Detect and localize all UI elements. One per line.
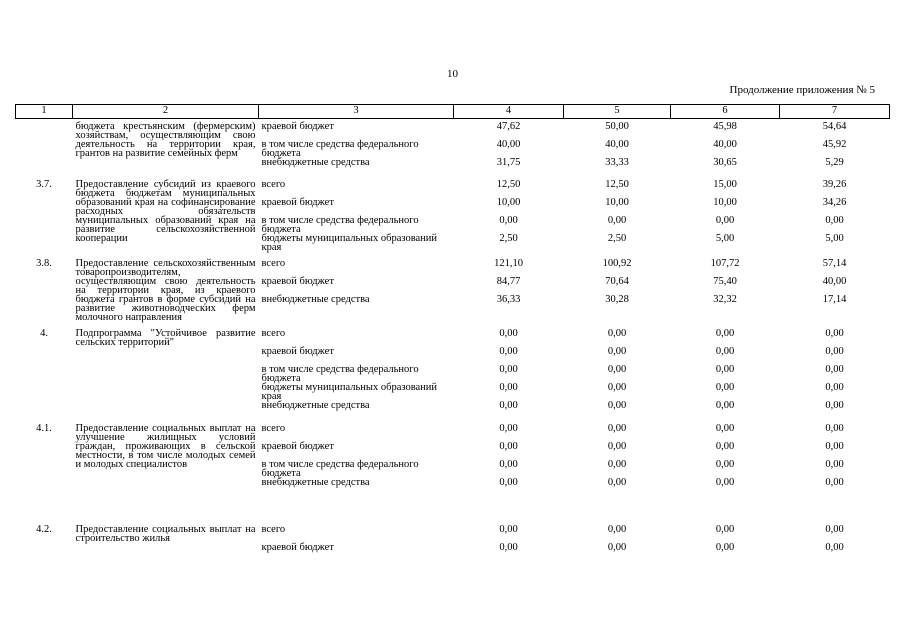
amount-value: 0,00 [825, 346, 844, 357]
value-cell [454, 421, 564, 522]
row-number: 3.8. [36, 258, 52, 269]
column-header: 7 [780, 105, 890, 119]
value-cell [671, 421, 780, 522]
amount-value: 0,00 [499, 328, 518, 339]
amount-value: 0,00 [825, 524, 844, 535]
amount-value: 50,00 [605, 121, 629, 132]
funding-source: в том числе средства федерального бюджета [261, 364, 419, 384]
amount-value: 107,72 [710, 258, 740, 269]
funding-source: внебюджетные средства [261, 294, 370, 305]
amount-value: 39,26 [822, 179, 847, 190]
table-row [16, 421, 890, 522]
value-cell [671, 326, 780, 421]
amount-value: 5,00 [825, 233, 844, 244]
amount-value: 10,00 [496, 197, 521, 208]
measure-name: Предоставление социальных выплат на улучшение жилищных условий граждан, проживающих в сельской местности, в том числе молодых семей и молодых специалистов [75, 423, 256, 470]
value-cell [780, 177, 890, 256]
amount-value: 0,00 [499, 346, 518, 357]
table-row [16, 256, 890, 326]
appendix-table [15, 104, 890, 563]
funding-source: в том числе средства федерального бюджета [261, 139, 419, 159]
amount-value: 0,00 [607, 524, 627, 535]
amount-value: 34,26 [822, 197, 847, 208]
amount-value: 45,92 [822, 139, 847, 150]
funding-source: краевой бюджет [261, 441, 334, 452]
amount-value: 33,33 [605, 157, 629, 168]
amount-value: 31,75 [496, 157, 521, 168]
funding-source: краевой бюджет [261, 276, 334, 287]
value-cell [454, 177, 564, 256]
amount-value: 47,62 [496, 121, 521, 132]
row-number: 3.7. [36, 179, 52, 190]
amount-value: 0,00 [499, 459, 518, 470]
amount-value: 0,00 [499, 400, 518, 411]
amount-value: 100,92 [602, 258, 632, 269]
funding-source: краевой бюджет [261, 346, 334, 357]
amount-value: 0,00 [499, 423, 518, 434]
measure-name: бюджета крестьянским (фермерским) хозяйствам, осуществляющим свою деятельность на территории края, грантов на развитие семейных ферм [75, 121, 256, 159]
amount-value: 30,65 [713, 157, 737, 168]
funding-source: в том числе средства федерального бюджета [261, 215, 419, 235]
value-cell [780, 522, 890, 563]
value-cell [454, 119, 564, 178]
amount-value: 12,50 [496, 179, 521, 190]
funding-source: внебюджетные средства [261, 400, 370, 411]
funding-source: всего [261, 328, 286, 339]
column-header: 2 [73, 105, 259, 119]
amount-value: 30,28 [605, 294, 629, 305]
value-cell [671, 522, 780, 563]
amount-value: 0,00 [499, 524, 518, 535]
amount-value: 0,00 [499, 382, 518, 393]
amount-value: 0,00 [715, 400, 735, 411]
funding-source: краевой бюджет [261, 197, 334, 208]
amount-value: 32,32 [713, 294, 737, 305]
table-row [16, 326, 890, 421]
funding-source: краевой бюджет [261, 121, 334, 132]
funding-source-cell [259, 256, 454, 326]
row-number: 4.1. [36, 423, 52, 434]
funding-source: всего [261, 524, 286, 535]
amount-value: 70,64 [605, 276, 629, 287]
amount-value: 0,00 [607, 477, 627, 488]
amount-value: 0,00 [715, 459, 735, 470]
row-number: 4.2. [36, 524, 52, 535]
amount-value: 0,00 [499, 542, 518, 553]
amount-value: 0,00 [499, 364, 518, 375]
column-header: 1 [16, 105, 73, 119]
value-cell [564, 256, 671, 326]
amount-value: 10,00 [713, 197, 737, 208]
amount-value: 0,00 [607, 423, 627, 434]
column-header: 5 [564, 105, 671, 119]
measure-name: Предоставление социальных выплат на строительство жилья [75, 524, 256, 544]
amount-value: 0,00 [715, 346, 735, 357]
table-body [16, 119, 890, 564]
table-row [16, 177, 890, 256]
column-header: 6 [671, 105, 780, 119]
value-cell [564, 119, 671, 178]
amount-value: 2,50 [499, 233, 518, 244]
amount-value: 0,00 [607, 382, 627, 393]
amount-value: 0,00 [499, 441, 518, 452]
amount-value: 75,40 [713, 276, 737, 287]
amount-value: 45,98 [713, 121, 737, 132]
value-cell [671, 119, 780, 178]
amount-value: 5,29 [825, 157, 844, 168]
funding-source: всего [261, 423, 286, 434]
amount-value: 0,00 [715, 524, 735, 535]
funding-source: всего [261, 258, 286, 269]
value-cell [454, 522, 564, 563]
amount-value: 0,00 [607, 400, 627, 411]
amount-value: 0,00 [715, 477, 735, 488]
column-header: 4 [454, 105, 564, 119]
amount-value: 0,00 [607, 542, 627, 553]
funding-source: бюджеты муниципальных образований края [261, 382, 438, 402]
value-cell [780, 119, 890, 178]
amount-value: 0,00 [607, 459, 627, 470]
value-cell [454, 256, 564, 326]
amount-value: 0,00 [825, 441, 844, 452]
amount-value: 0,00 [825, 382, 844, 393]
amount-value: 0,00 [825, 328, 844, 339]
measure-name: Предоставление субсидий из краевого бюджета бюджетам муниципальных образований края на софинансирование расходных обязательств муниципальных образований края на развитие сельскохозяйственной кооперации [75, 179, 256, 244]
column-header: 3 [259, 105, 454, 119]
table-row [16, 522, 890, 563]
amount-value: 0,00 [715, 364, 735, 375]
amount-value: 40,00 [822, 276, 847, 287]
amount-value: 0,00 [715, 382, 735, 393]
amount-value: 0,00 [607, 328, 627, 339]
funding-source-cell [259, 177, 454, 256]
amount-value: 54,64 [822, 121, 847, 132]
amount-value: 84,77 [496, 276, 521, 287]
amount-value: 2,50 [607, 233, 627, 244]
value-cell [780, 421, 890, 522]
page-number: 10 [447, 68, 458, 80]
value-cell [671, 256, 780, 326]
amount-value: 0,00 [825, 215, 844, 226]
amount-value: 0,00 [607, 346, 627, 357]
amount-value: 40,00 [713, 139, 737, 150]
value-cell [564, 522, 671, 563]
column-number-row [16, 105, 890, 119]
amount-value: 0,00 [825, 542, 844, 553]
value-cell [780, 326, 890, 421]
row-number: 4. [40, 328, 48, 339]
row-number [16, 119, 73, 178]
funding-source: внебюджетные средства [261, 477, 370, 488]
amount-value: 0,00 [715, 441, 735, 452]
amount-value: 57,14 [822, 258, 847, 269]
amount-value: 15,00 [713, 179, 737, 190]
amount-value: 5,00 [715, 233, 735, 244]
value-cell [454, 326, 564, 421]
funding-source: в том числе средства федерального бюджета [261, 459, 419, 479]
amount-value: 0,00 [825, 477, 844, 488]
amount-value: 0,00 [715, 423, 735, 434]
value-cell [564, 326, 671, 421]
amount-value: 40,00 [496, 139, 521, 150]
amount-value: 0,00 [825, 364, 844, 375]
funding-source: краевой бюджет [261, 542, 334, 553]
amount-value: 0,00 [825, 459, 844, 470]
amount-value: 0,00 [499, 477, 518, 488]
amount-value: 40,00 [605, 139, 629, 150]
amount-value: 0,00 [715, 328, 735, 339]
value-cell [671, 177, 780, 256]
amount-value: 0,00 [607, 441, 627, 452]
table-row [16, 119, 890, 178]
amount-value: 12,50 [605, 179, 629, 190]
amount-value: 0,00 [825, 400, 844, 411]
funding-source: внебюджетные средства [261, 157, 370, 168]
amount-value: 10,00 [605, 197, 629, 208]
funding-source-cell [259, 119, 454, 178]
measure-name: Подпрограмма "Устойчивое развитие сельских территорий" [75, 328, 256, 348]
funding-source-cell [259, 522, 454, 563]
measure-name: Предоставление сельскохозяйственным товаропроизводителям, осуществляющим свою деятельность на территории края, из краевого бюджета грантов в форме субсидий на развитие животноводческих ферм молочного направления [75, 258, 256, 323]
amount-value: 121,10 [494, 258, 523, 269]
funding-source-cell [259, 421, 454, 522]
amount-value: 0,00 [607, 215, 627, 226]
amount-value: 0,00 [715, 215, 735, 226]
value-cell [564, 421, 671, 522]
amount-value: 0,00 [825, 423, 844, 434]
amount-value: 17,14 [822, 294, 847, 305]
amount-value: 36,33 [496, 294, 521, 305]
funding-source-cell [259, 326, 454, 421]
amount-value: 0,00 [499, 215, 518, 226]
funding-source: всего [261, 179, 286, 190]
value-cell [564, 177, 671, 256]
amount-value: 0,00 [607, 364, 627, 375]
continuation-caption: Продолжение приложения № 5 [729, 84, 875, 96]
amount-value: 0,00 [715, 542, 735, 553]
funding-source: бюджеты муниципальных образований края [261, 233, 438, 253]
value-cell [780, 256, 890, 326]
